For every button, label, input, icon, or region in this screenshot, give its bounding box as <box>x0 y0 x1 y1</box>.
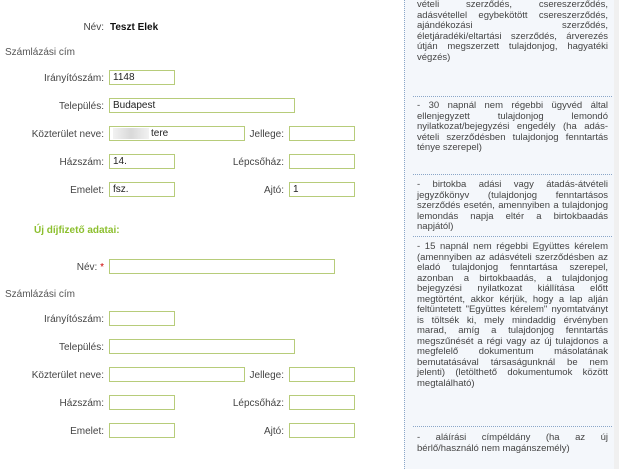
scrollbar[interactable] <box>614 0 619 469</box>
current-floor-label: Emelet: <box>70 185 104 196</box>
new-city-label: Település: <box>58 342 104 353</box>
sidebar-divider <box>413 174 612 175</box>
documents-sidebar <box>404 0 619 469</box>
current-door-label: Ajtó: <box>263 185 284 196</box>
current-zip-label: Irányítószám: <box>43 73 104 84</box>
current-zip-input[interactable]: 1148 <box>109 70 175 85</box>
new-payer-heading: Új díjfizető adatai: <box>34 225 120 236</box>
sidebar-item: - birtokba adási vagy átadás-átvételi jegyzőkönyv (tulajdonjog fenntartásos szerződés esetén, amennyiben a tulajdonjog lemondás napja eltér a birtokbaadás napjától) <box>417 179 608 232</box>
current-house-input[interactable]: 14. <box>109 154 175 169</box>
current-name-label: Név: <box>83 22 104 33</box>
current-house-label: Házszám: <box>59 157 104 168</box>
current-street-value: tere <box>151 128 169 140</box>
new-street-label: Közterület neve: <box>31 370 104 381</box>
new-door-label: Ajtó: <box>263 426 284 437</box>
required-mark: * <box>100 262 104 273</box>
sidebar-item: - aláírási címpéldány (ha az új bérlő/használó nem magánszemély) <box>417 432 608 454</box>
sidebar-item: - 30 napnál nem régebbi ügyvéd által ellenjegyzett tulajdonjog lemondó nyilatkozat/bejegyzési engedély (ha adás-vételi szerződésben tulajdonjog fenntartás ténye szerepel) <box>417 100 608 153</box>
current-floor-input[interactable]: fsz. <box>109 182 175 197</box>
sidebar-divider <box>413 236 612 237</box>
new-city-input[interactable] <box>109 339 295 354</box>
new-name-input[interactable] <box>109 259 335 274</box>
current-street-input[interactable] <box>109 126 245 141</box>
current-city-input[interactable]: Budapest <box>109 98 295 113</box>
new-name-label-text: Név: <box>76 262 98 273</box>
current-door-input[interactable]: 1 <box>289 182 355 197</box>
sidebar-divider <box>413 426 612 427</box>
current-type-input[interactable] <box>289 126 355 141</box>
new-zip-label: Irányítószám: <box>43 314 104 325</box>
sidebar-divider <box>413 96 612 97</box>
new-street-input[interactable] <box>109 367 245 382</box>
new-stair-label: Lépcsőház: <box>232 398 284 409</box>
sidebar-item: - 15 napnál nem régebbi Együttes kérelem (amennyiben az adásvételi szerződésben az eladó tulajdonjog fenntartása szerepel, azonban a birtokbaadás, a tulajdonjog bejegyzési nyilatkozat kiállítása előtt megtörtént, akkor kérjük, hogy a lap alján feltüntetett "Együttes kérelem" nyomtatványt is töltsék ki, mely mindaddig érvényben marad, amíg a tulajdonjog fenntartás megszűnését a régi vagy az új tulajdonos a megfelelő dokumentum másolatának bemutatásával társaságunknál be nem jelenti) (letölthető dokumentumok között megtalálható) <box>417 241 608 389</box>
redacted-text <box>113 128 149 139</box>
current-stair-input[interactable] <box>289 154 355 169</box>
current-billing-title: Számlázási cím <box>5 47 76 58</box>
current-stair-label: Lépcsőház: <box>232 157 284 168</box>
new-zip-input[interactable] <box>109 311 175 326</box>
current-type-label: Jellege: <box>249 129 284 140</box>
new-floor-label: Emelet: <box>70 426 104 437</box>
sidebar-item: vételi szerződés, csereszerződés, adásvétellel egybekötött csereszerződés, ajándékozási szerződés, életjáradéki/eltartási szerződés, árverezés útján megszerzett tulajdonjog, hagyatéki végzés) <box>417 0 608 63</box>
new-stair-input[interactable] <box>289 395 355 410</box>
new-billing-title: Számlázási cím <box>5 289 76 300</box>
new-floor-input[interactable] <box>109 423 175 438</box>
current-name-value: Teszt Elek <box>110 22 159 33</box>
new-house-input[interactable] <box>109 395 175 410</box>
current-street-label: Közterület neve: <box>31 129 104 140</box>
new-name-label <box>0 262 104 273</box>
new-type-input[interactable] <box>289 367 355 382</box>
current-city-label: Település: <box>58 101 104 112</box>
new-type-label: Jellege: <box>249 370 284 381</box>
new-house-label: Házszám: <box>59 398 104 409</box>
new-door-input[interactable] <box>289 423 355 438</box>
